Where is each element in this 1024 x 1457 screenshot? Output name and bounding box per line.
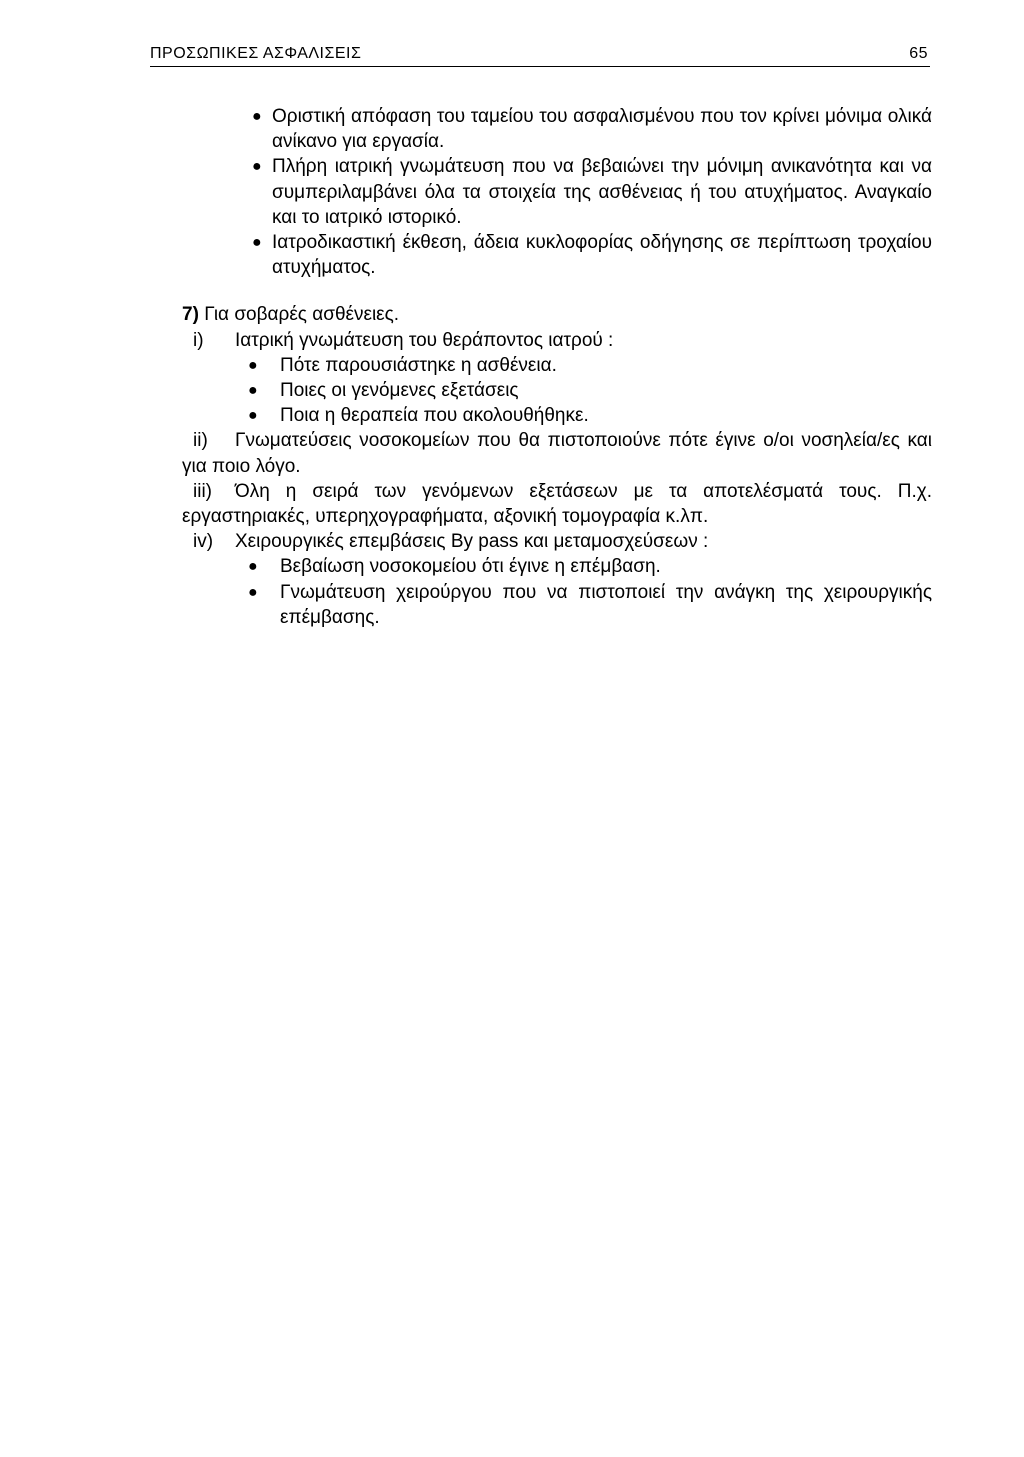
list-item: [182, 554, 932, 579]
list-item: [182, 353, 932, 378]
bullet-icon: ●: [252, 108, 262, 125]
section-heading: [182, 302, 932, 327]
list-item-text: Βεβαίωση νοσοκομείου ότι έγινε η επέμβαση.: [280, 556, 661, 578]
sub-item-text: Χειρουργικές επεμβάσεις By pass και μεταμοσχεύσεων :: [235, 531, 709, 553]
list-item: [182, 403, 932, 428]
sub-item: [182, 479, 932, 529]
list-item: [182, 580, 932, 630]
sub-item-label: i): [193, 329, 204, 351]
sub-item: [182, 428, 932, 478]
list-item-text: Ιατροδικαστική έκθεση, άδεια κυκλοφορίας οδήγησης σε περίπτωση τροχαίου ατυχήματος.: [272, 232, 932, 279]
sub-item-text: Γνωματεύσεις νοσοκομείων που θα πιστοποιούνε πότε έγινε ο/οι νοσηλεία/ες και για ποιο λόγο.: [182, 430, 932, 477]
list-item-text: Πότε παρουσιάστηκε η ασθένεια.: [280, 354, 557, 376]
bullet-icon: ●: [248, 382, 258, 400]
list-item-text: Πλήρη ιατρική γνωμάτευση που να βεβαιώνει την μόνιμη ανικανότητα και να συμπεριλαμβάνει όλα τα στοιχεία της ασθένειας ή του ατυχήματος. Αναγκαίο και το ιατρικό ιστορικό.: [272, 156, 932, 228]
list-item-text: Οριστική απόφαση του ταμείου του ασφαλισμένου που τον κρίνει μόνιμα ολικά ανίκανο για εργασία.: [272, 106, 932, 153]
list-item-text: Ποια η θεραπεία που ακολουθήθηκε.: [280, 405, 589, 427]
sub-item-label: iv): [193, 531, 214, 553]
sub-item-text: Ιατρική γνωμάτευση του θεράποντος ιατρού :: [235, 329, 614, 351]
list-item-text: Γνωμάτευση χειρούργου που να πιστοποιεί την ανάγκη της χειρουργικής επέμβασης.: [280, 581, 932, 628]
bullet-icon: ●: [252, 158, 262, 176]
bullet-icon: ●: [248, 356, 258, 374]
section-title: Για σοβαρές ασθένειες.: [204, 304, 400, 326]
list-item: [182, 378, 932, 403]
bullet-icon: ●: [248, 583, 258, 601]
bullet-icon: ●: [248, 407, 258, 425]
bullet-icon: ●: [252, 234, 262, 252]
section-number: 7): [182, 304, 199, 326]
sub-item-label: iii): [193, 480, 212, 502]
page-number: 65: [909, 45, 928, 62]
list-item-text: Ποιες οι γενόμενες εξετάσεις: [280, 380, 519, 402]
sub-item: [182, 529, 932, 554]
sub-item-text: Όλη η σειρά των γενόμενων εξετάσεων με τα αποτελέσματά τους. Π.χ. εργαστηριακές, υπερηχογραφήματα, αξονική τομογραφία κ.λπ.: [182, 480, 932, 528]
page-header: [150, 42, 930, 67]
spacer: [182, 280, 932, 302]
sub-item: [182, 328, 932, 353]
list-item: [182, 104, 932, 154]
bullet-icon: ●: [248, 558, 258, 576]
list-item: [182, 230, 932, 280]
list-item: [182, 154, 932, 230]
document-body: [182, 104, 932, 630]
sub-item-label: ii): [193, 430, 208, 452]
header-title: ΠΡΟΣΩΠΙΚΕΣ ΑΣΦΑΛΙΣΕΙΣ: [150, 45, 362, 62]
